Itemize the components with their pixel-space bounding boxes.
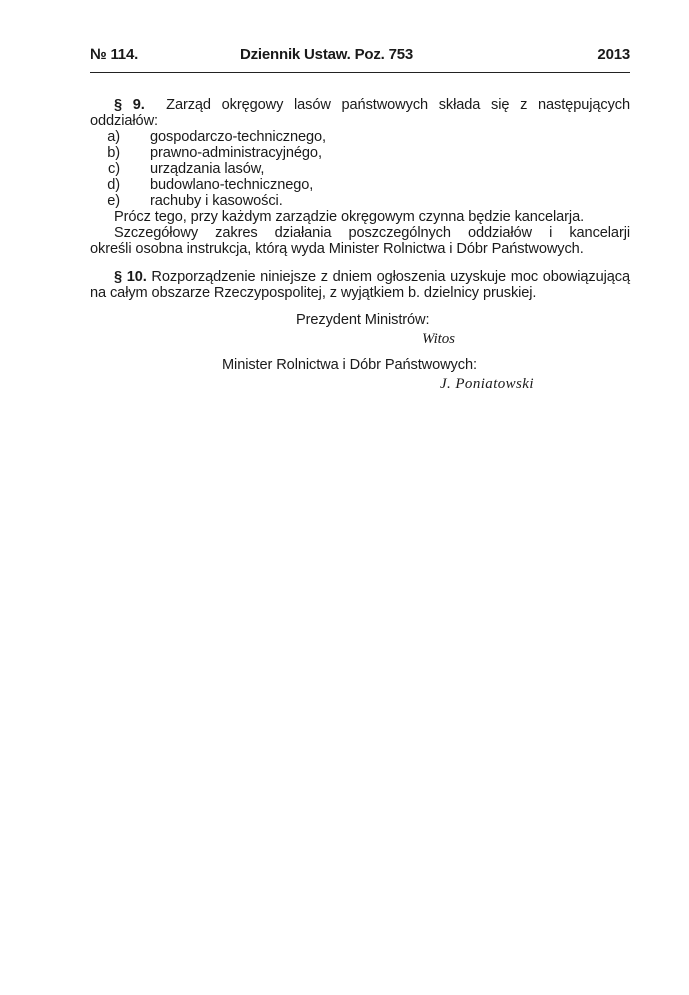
signatory-name-poniatowski: J. Poniatowski — [440, 376, 534, 392]
office-paragraph: Prócz tego, przy każdym zarządzie okręgowym czynna będzie kancelarja. — [114, 209, 585, 225]
signatory-role-minister: Minister Rolnictwa i Dóbr Państwowych: — [222, 357, 477, 373]
list-item: b) prawno-administracyjnégo, — [107, 145, 322, 161]
journal-title: Dziennik Ustaw. Poz. 753 — [240, 46, 414, 63]
section-9-intro-text: Zarząd okręgowy lasów państwowych składa się z następujących — [166, 97, 630, 113]
list-item: c) urządzania lasów, — [108, 161, 265, 177]
section-9-intro-cont: oddziałów: — [90, 113, 158, 129]
section-9-mark: § 9. — [114, 97, 145, 113]
list-item: a) gospodarczo-technicznego, — [107, 129, 326, 145]
section-9-intro — [90, 97, 630, 113]
document-body — [90, 97, 630, 402]
signatory-name-witos: Witos — [422, 331, 455, 347]
page-number: 2013 — [597, 46, 630, 63]
issue-number: № 114. — [90, 46, 139, 63]
list-item: e) rachuby i kasowości. — [107, 193, 283, 209]
section-10-text: Rozporządzenie niniejsze z dniem ogłoszenia uzyskuje moc obowiązującą na całym obszarze Rzeczypospolitej, z wyjątkiem b. dzielnicy pruskiej. — [90, 269, 630, 301]
section-10 — [90, 269, 630, 301]
scope-paragraph-cont: określi osobna instrukcja, którą wyda Minister Rolnictwa i Dóbr Państwowych. — [90, 241, 584, 257]
signature-block — [90, 312, 630, 402]
department-list — [90, 129, 630, 209]
section-10-mark: § 10. — [114, 269, 147, 285]
list-item: d) budowlano-technicznego, — [107, 177, 314, 193]
scope-paragraph: Szczegółowy zakres działania poszczególnych oddziałów i kancelarji — [114, 225, 630, 241]
header-rule — [90, 72, 630, 73]
signatory-role-prime-minister: Prezydent Ministrów: — [296, 312, 430, 328]
page-header — [90, 46, 630, 70]
